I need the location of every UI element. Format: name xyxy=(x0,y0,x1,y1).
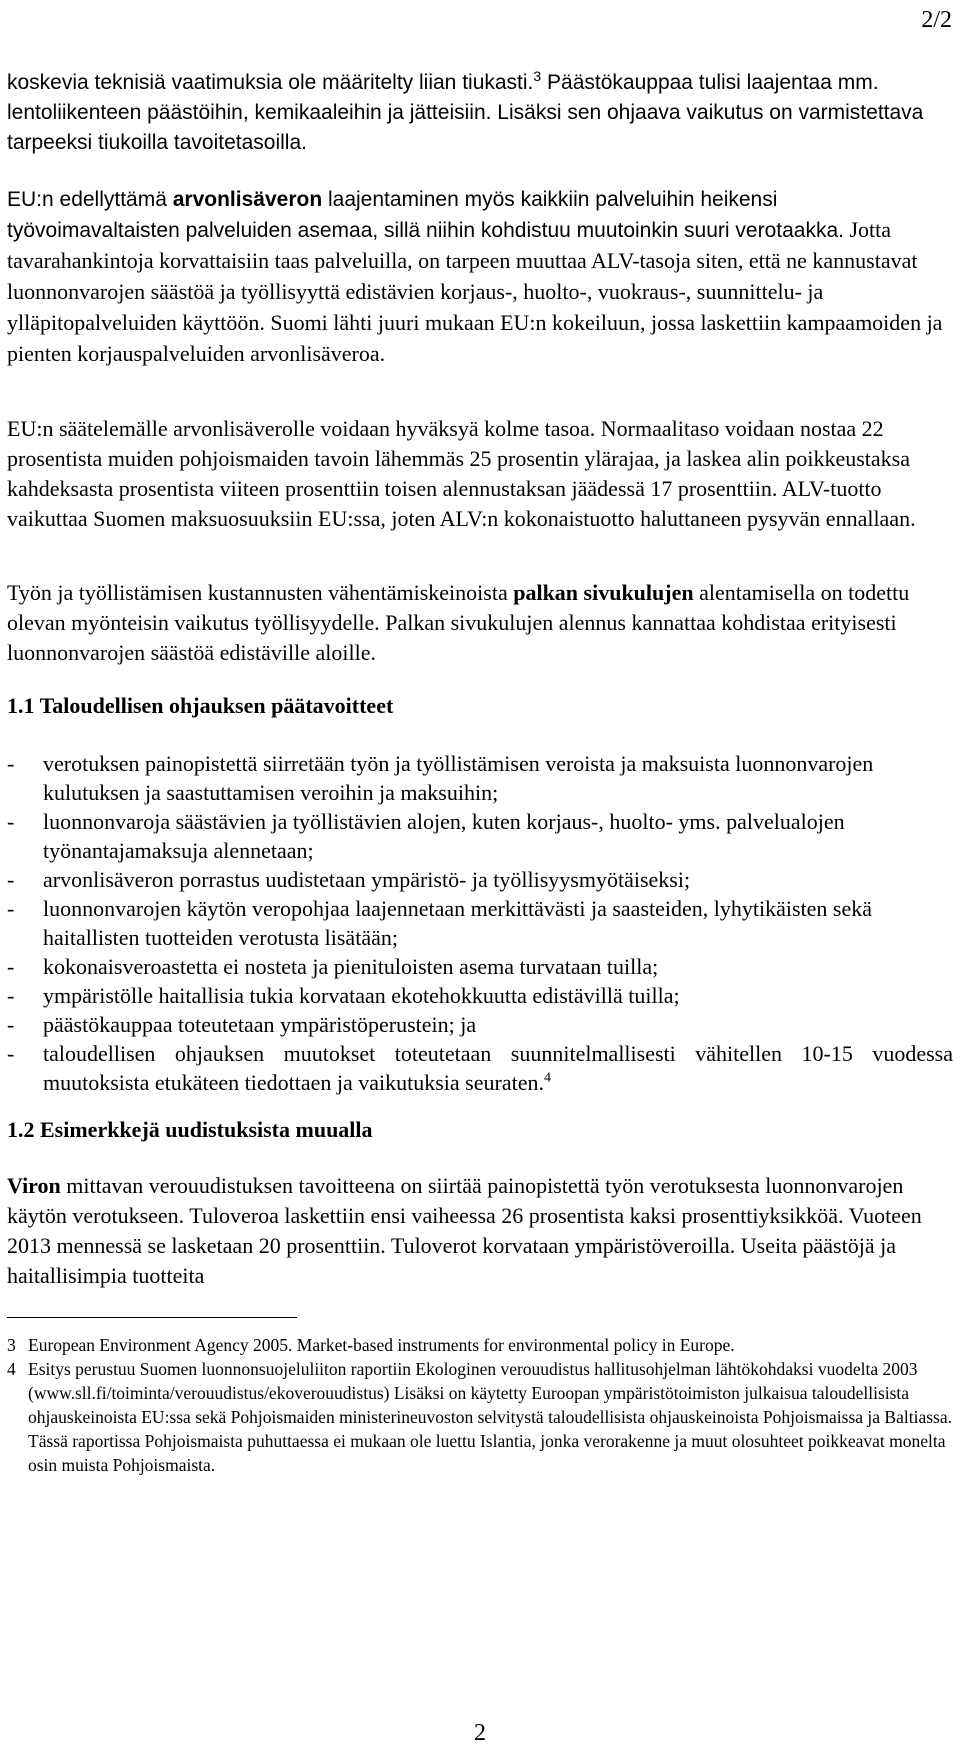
list-item: - ympäristölle haitallisia tukia korvataan ekotehokkuutta edistävillä tuilla; xyxy=(7,981,953,1010)
goals-list xyxy=(7,749,953,1097)
footnote-text: Esitys perustuu Suomen luonnonsuojeluliiton raportiin Ekologinen verouudistus hallitusohjelman lähtökohdaksi vuodelta 2003 (www.sll.fi/toiminta/verouudistus/ekoverouudistus) Lisäksi on käytetty Euroopan ympäristötoimiston julkaisua taloudellisista ohjauskeinoista EU:ssa sekä Pohjoismaiden ministerineuvoston selvitystä taloudellisista ohjauskeinoista Pohjoismaissa ja Baltiassa. Tässä raportissa Pohjoismaista puhuttaessa ei mukaan ole luettu Islantia, jonka verorakenne ja muut olosuhteet poikkeavat monelta osin muista Pohjoismaista. xyxy=(28,1359,952,1475)
p1-text: koskevia teknisiä vaatimuksia ole määritelty liian tiukasti. xyxy=(7,71,534,94)
p4-pre: Työn ja työllistämisen kustannusten vähentämiskeinoista xyxy=(7,580,514,605)
p2-rest: Jotta tavarahankintoja korvattaisiin taas palveluilla, on tarpeen muuttaa ALV-tasoja siten, että ne kannustavat luonnonvarojen säästöä ja työllisyyttä edistävien korjaus-, huolto-, vuokraus-, suunnittelu- ja ylläpitopalveluiden käyttöön. Suomi lähti juuri mukaan EU:n kokeiluun, jossa laskettiin kampaamoiden ja pienten korjauspalveluiden arvonlisäveroa. xyxy=(7,217,943,366)
page-number: 2 xyxy=(474,1720,486,1746)
paragraph-emissions-trading xyxy=(7,68,953,158)
p2-bold-term: arvonlisäveron xyxy=(172,188,323,211)
footnote-ref-4: 4 xyxy=(543,1070,551,1086)
footnote-number: 3 xyxy=(7,1335,16,1355)
paragraph-vat-levels: EU:n säätelemälle arvonlisäverolle voidaan hyväksyä kolme tasoa. Normaalitaso voidaan nostaa 22 prosentista muiden pohjoismaiden tavoin lähemmäs 25 prosentin ylärajaa, ja laskea alin poikkeustaksa kahdeksasta prosentista viiteen prosenttiin toisen alennustaksan jäädessä 17 prosenttiin. ALV-tuotto vaikuttaa Suomen maksuosuuksiin EU:ssa, joten ALV:n kokonaistuotto haluttaneen pysyvän ennallaan. xyxy=(7,416,916,531)
heading-1-2: 1.2 Esimerkkejä uudistuksista muualla xyxy=(7,1117,373,1142)
paragraph-wage-costs xyxy=(7,578,953,668)
footnote-separator xyxy=(7,1317,297,1318)
list-item: - luonnonvarojen käytön veropohjaa laajennetaan merkittävästi ja saasteiden, lyhytikäisten sekä haitallisten tuotteiden verotusta lisätään; xyxy=(7,894,953,952)
list-item: - arvonlisäveron porrastus uudistetaan ympäristö- ja työllisyysmyötäiseksi; xyxy=(7,865,953,894)
list-item: - päästökauppaa toteutetaan ympäristöperustein; ja xyxy=(7,1010,953,1039)
footnote-text: European Environment Agency 2005. Market-based instruments for environmental policy in Europe. xyxy=(28,1335,735,1355)
list-item: - verotuksen painopistettä siirretään työn ja työllistämisen veroista ja maksuista luonnonvarojen kulutuksen ja saastuttamisen veroihin ja maksuihin; xyxy=(7,749,953,807)
footnote-ref-3: 3 xyxy=(533,68,542,84)
p2-mid: laajentaminen myös kaikkiin palveluihin heikensi työvoimavaltaisten palveluiden asemaa, sillä niihin kohdistuu muutoinkin suuri verotaakka. xyxy=(7,188,844,242)
p4-rest: alentamisella on todettu olevan myönteisin vaikutus työllisyydelle. Palkan sivukulujen alennus kannattaa kohdistaa erityisesti luonnonvarojen säästöä edistäville aloille. xyxy=(7,580,910,665)
footnote-4 xyxy=(7,1357,953,1477)
p4-bold-term: palkan sivukulujen xyxy=(513,580,694,605)
list-item: - luonnonvaroja säästävien ja työllistävien alojen, kuten korjaus-, huolto- yms. palvelualojen työnantajamaksuja alennetaan; xyxy=(7,807,953,865)
heading-1-1: 1.1 Taloudellisen ohjauksen päätavoitteet xyxy=(7,693,394,718)
last-item-text: taloudellisen ohjauksen muutokset toteutetaan suunnitelmallisesti vähitellen 10-15 vuodessa muutoksista etukäteen tiedottaen ja vaikutuksia seuraten. xyxy=(43,1041,953,1095)
p2-pre: EU:n edellyttämä xyxy=(7,188,173,211)
footnote-number: 4 xyxy=(7,1359,16,1379)
page-indicator: 2/2 xyxy=(921,7,952,33)
p5-rest: mittavan verouudistuksen tavoitteena on siirtää painopistettä työn verotuksesta luonnonvarojen käytön verotukseen. Tuloveroa laskettiin ensi vaiheessa 26 prosentista kaksi prosenttiyksikköä. Vuoteen 2013 mennessä se lasketaan 20 prosenttiin. Tuloverot korvataan ympäristöveroilla. Useita päästöjä ja haitallisimpia tuotteita xyxy=(7,1173,922,1288)
footnote-3 xyxy=(7,1333,953,1357)
p1-rest: Päästökauppaa tulisi laajentaa mm. lentoliikenteen päästöihin, kemikaaleihin ja jätteisiin. Lisäksi sen ohjaava vaikutus on varmistettava tarpeeksi tiukoilla tavoitetasoilla. xyxy=(7,71,924,154)
paragraph-estonia xyxy=(7,1171,953,1291)
p5-bold-term: Viron xyxy=(7,1173,61,1198)
list-item: - kokonaisveroastetta ei nosteta ja pienituloisten asema turvataan tuilla; xyxy=(7,952,953,981)
paragraph-vat xyxy=(7,185,953,370)
list-item xyxy=(7,1039,953,1097)
